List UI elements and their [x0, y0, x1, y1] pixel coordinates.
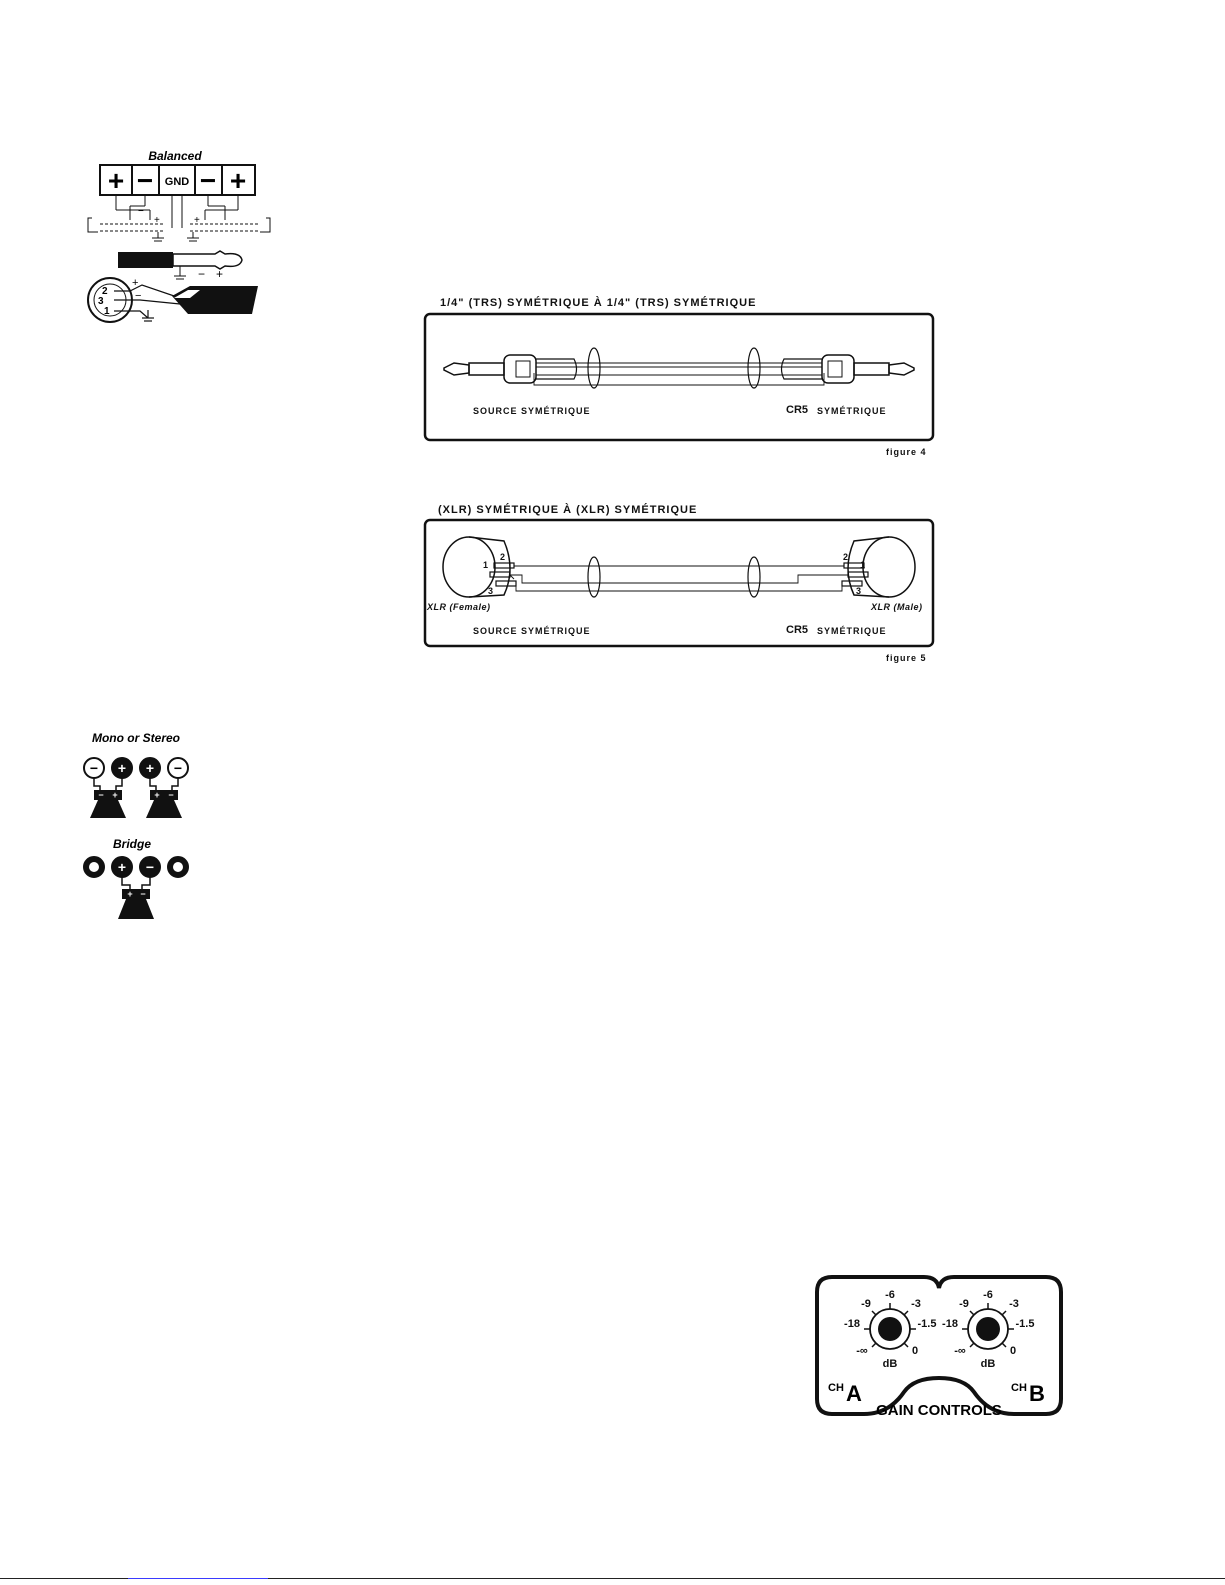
- speaker-a-minus: −: [98, 790, 104, 800]
- unit-a: dB: [882, 1358, 898, 1370]
- scale-b-minus6: -6: [983, 1289, 993, 1301]
- figure5-caption: figure 5: [886, 653, 927, 663]
- bridge-title: Bridge: [112, 837, 152, 851]
- speaker-b-minus: −: [168, 790, 174, 800]
- unit-b: dB: [980, 1358, 996, 1370]
- bridge-speaker-plus: +: [127, 889, 133, 899]
- figure4-caption: figure 4: [886, 447, 927, 457]
- xlr-female-pin-2: 2: [500, 552, 506, 562]
- terminal-1: +: [107, 165, 125, 196]
- figure4-diagram: [424, 313, 934, 443]
- terminal-2: −: [136, 165, 154, 196]
- mono-stereo-diagram: [80, 730, 205, 825]
- bridge-speaker-terminal: [122, 889, 150, 899]
- xlr-mark-minus: −: [135, 290, 142, 302]
- scale-a-min: -∞: [856, 1345, 868, 1357]
- xlr-female-pin-1: 1: [483, 560, 489, 570]
- gain-controls-panel: [814, 1274, 1064, 1424]
- figure5-source-label: SOURCE SYMÉTRIQUE: [473, 626, 591, 636]
- speaker-b-plus: +: [154, 790, 160, 800]
- scale-b-minus1-5: -1.5: [1015, 1318, 1035, 1330]
- xlr-male-pin-1: 1: [860, 560, 866, 570]
- cable-end: [172, 286, 258, 314]
- scale-b-minus9: -9: [959, 1298, 969, 1310]
- jack-mark-mid: −: [138, 206, 144, 217]
- figure4-title: 1/4" (TRS) SYMÉTRIQUE À 1/4" (TRS) SYMÉTRIQUE: [440, 297, 757, 309]
- post-label-3: +: [145, 760, 155, 776]
- gain-controls-title: GAIN CONTROLS: [876, 1402, 1002, 1419]
- balanced-title: Balanced: [148, 149, 202, 163]
- plug-mark-minus: −: [198, 267, 206, 281]
- figure4-source-label: SOURCE SYMÉTRIQUE: [473, 406, 591, 416]
- mono-stereo-title: Mono or Stereo: [91, 731, 181, 745]
- channel-a-prefix: CH: [828, 1382, 844, 1394]
- scale-b-zero: 0: [1009, 1345, 1017, 1357]
- bridge-post-label-minus: −: [145, 859, 155, 875]
- scale-a-zero: 0: [911, 1345, 919, 1357]
- speaker-a-icon: [90, 800, 126, 818]
- figure4-brand: CR5: [786, 404, 809, 416]
- bridge-post-label-plus: +: [117, 859, 127, 875]
- terminal-gnd: GND: [164, 176, 190, 188]
- figure5-brand: CR5: [786, 624, 809, 636]
- scale-a-minus3: -3: [911, 1298, 921, 1310]
- scale-a-minus6: -6: [885, 1289, 895, 1301]
- channel-a-letter: A: [846, 1381, 862, 1406]
- figure5-male-label: XLR (Male): [871, 602, 923, 612]
- plug-mark-plus: +: [216, 267, 224, 281]
- scale-a-minus1-5: -1.5: [917, 1318, 937, 1330]
- figure5-dest-label: SYMÉTRIQUE: [817, 626, 887, 636]
- channel-b-letter: B: [1029, 1381, 1045, 1406]
- trs-plug-body: [118, 252, 173, 268]
- xlr-pin-2: 2: [102, 286, 108, 297]
- terminal-5: +: [229, 165, 247, 196]
- scale-a-minus9: -9: [861, 1298, 871, 1310]
- jack-mark-right: +: [194, 215, 200, 226]
- xlr-pin-1: 1: [104, 306, 110, 317]
- jack-mark-left: +: [154, 215, 160, 226]
- xlr-male-pin-2: 2: [843, 552, 849, 562]
- scale-b-minus18: -18: [942, 1318, 958, 1330]
- speaker-b-icon: [146, 800, 182, 818]
- figure5-female-label: XLR (Female): [427, 602, 491, 612]
- post-label-4: −: [173, 760, 183, 776]
- bridge-speaker-icon: [118, 899, 154, 919]
- speaker-a-plus: +: [112, 790, 118, 800]
- bridge-speaker-minus: −: [140, 889, 146, 899]
- figure4-dest-label: SYMÉTRIQUE: [817, 406, 887, 416]
- scale-b-minus3: -3: [1009, 1298, 1019, 1310]
- bottom-link-underline[interactable]: [128, 1578, 268, 1579]
- xlr-male-pin-3: 3: [856, 586, 862, 596]
- xlr-pin-3: 3: [98, 296, 104, 307]
- xlr-mark-plus: +: [132, 277, 139, 289]
- figure5-title: (XLR) SYMÉTRIQUE À (XLR) SYMÉTRIQUE: [438, 504, 698, 516]
- xlr-female-pin-3: 3: [488, 586, 494, 596]
- channel-b-prefix: CH: [1011, 1382, 1027, 1394]
- post-label-2: +: [117, 760, 127, 776]
- bridge-diagram: [80, 835, 205, 925]
- scale-a-minus18: -18: [844, 1318, 860, 1330]
- balanced-diagram: [80, 148, 280, 328]
- scale-b-min: -∞: [954, 1345, 966, 1357]
- post-label-1: −: [89, 760, 99, 776]
- terminal-4: −: [199, 165, 217, 196]
